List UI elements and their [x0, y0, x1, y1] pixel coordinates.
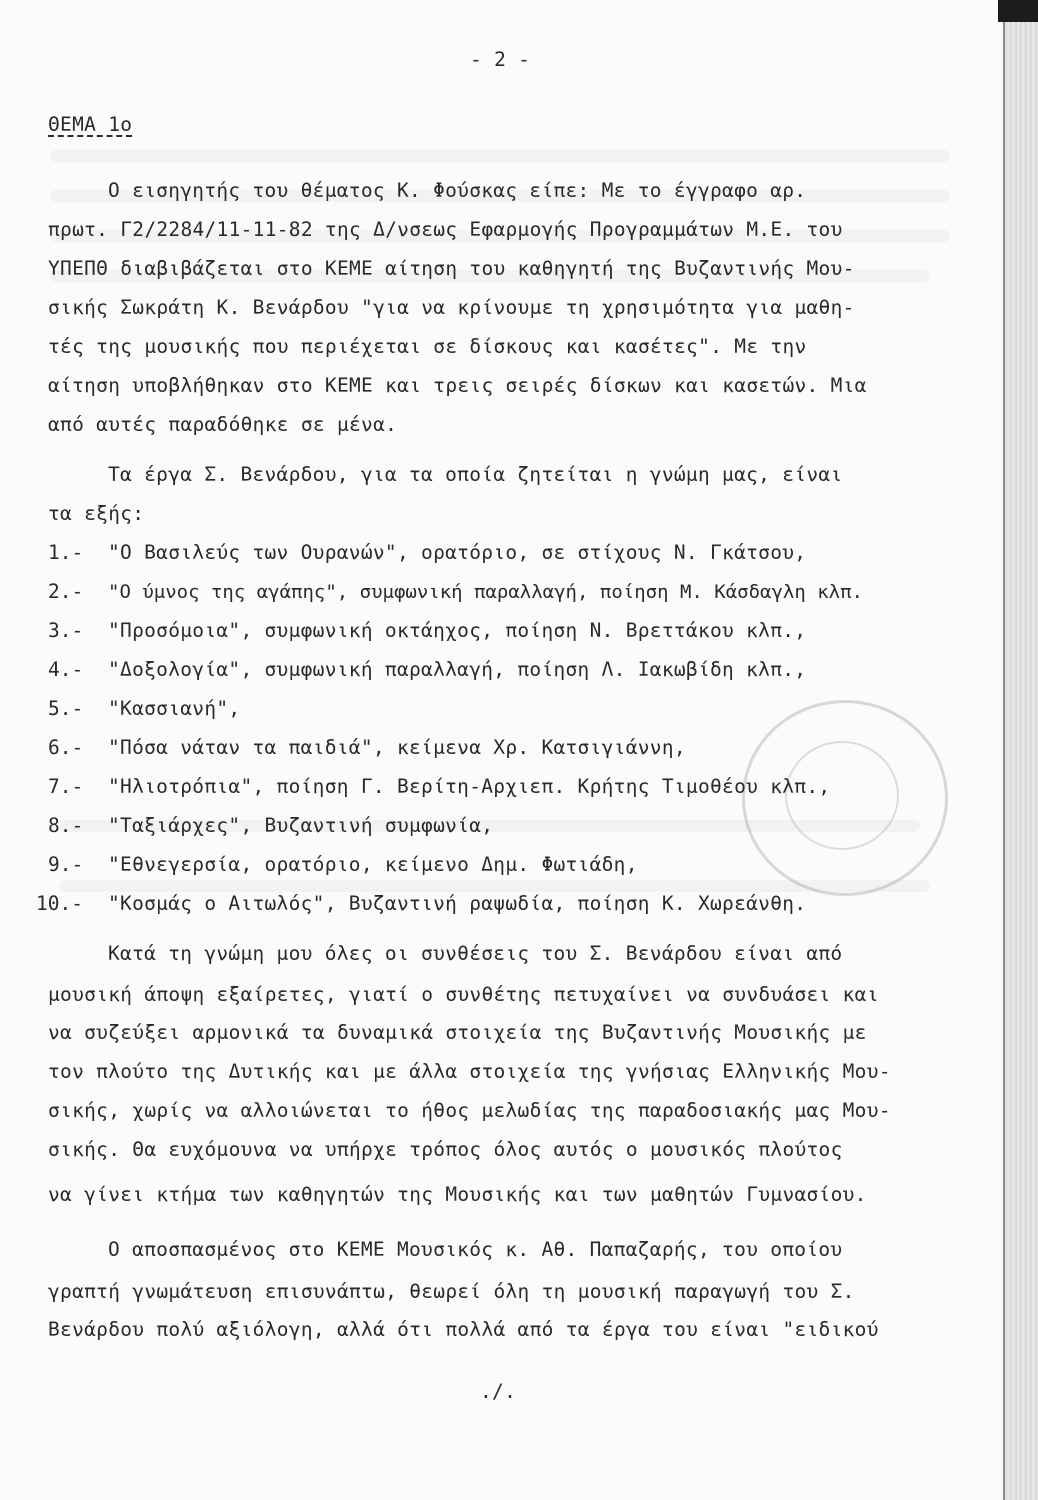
- continuation-mark: ./.: [480, 1380, 517, 1403]
- text-line: πρωτ. Γ2/2284/11-11-82 της Δ/νσεως Εφαρμογής Προγραμμάτων Μ.Ε. του: [48, 218, 843, 241]
- list-number: 10.-: [36, 892, 83, 915]
- list-item: "Κασσιανή",: [108, 697, 241, 720]
- text-line: Ο αποσπασμένος στο ΚΕΜΕ Μουσικός κ. Αθ. Παπαζαρής, του οποίου: [108, 1238, 843, 1261]
- list-item: "Προσόμοια", συμφωνική οκτάηχος, ποίηση Ν. Βρεττάκου κλπ.,: [108, 619, 807, 642]
- list-item: "Ο ύμνος της αγάπης", συμφωνική παραλλαγή, ποίηση Μ. Κάσδαγλη κλπ.: [108, 581, 863, 603]
- list-item: "Δοξολογία", συμφωνική παραλλαγή, ποίηση Λ. Ιακωβίδη κλπ.,: [108, 658, 807, 681]
- list-number: 8.-: [48, 814, 84, 837]
- list-number: 7.-: [48, 775, 84, 798]
- text-line: σικής. Θα ευχόμουνα να υπήρχε τρόπος όλος αυτός ο μουσικός πλούτος: [48, 1138, 843, 1161]
- text-line: ΥΠΕΠΘ διαβιβάζεται στο ΚΕΜΕ αίτηση του καθηγητή της Βυζαντινής Μου-: [48, 257, 855, 280]
- text-line: να γίνει κτήμα των καθηγητών της Μουσικής και των μαθητών Γυμνασίου.: [48, 1183, 867, 1206]
- page-number: - 2 -: [470, 48, 531, 71]
- list-number: 5.-: [48, 697, 84, 720]
- list-item: "Ο Βασιλεύς των Ουρανών", ορατόριο, σε στίχους Ν. Γκάτσου,: [108, 541, 807, 564]
- text-line: Βενάρδου πολύ αξιόλογη, αλλά ότι πολλά από τα έργα του είναι "ειδικού: [48, 1318, 879, 1341]
- section-heading: ΘΕΜΑ 1ο: [48, 113, 133, 136]
- text-line: τές της μουσικής που περιέχεται σε δίσκους και κασέτες". Με την: [48, 335, 807, 358]
- book-page-edge: [1003, 0, 1038, 1500]
- list-number: 2.-: [48, 580, 84, 603]
- list-number: 3.-: [48, 619, 84, 642]
- text-line: να συζεύξει αρμονικά τα δυναμικά στοιχεία της Βυζαντινής Μουσικής με: [48, 1021, 867, 1044]
- text-line: αίτηση υποβλήθηκαν στο ΚΕΜΕ και τρεις σειρές δίσκων και κασετών. Μια: [48, 374, 867, 397]
- list-item: "Κοσμάς ο Αιτωλός", Βυζαντινή ραψωδία, ποίηση Κ. Χωρεάνθη.: [108, 892, 807, 915]
- text-line: τα εξής:: [48, 502, 145, 525]
- book-spine-corner: [998, 0, 1038, 22]
- text-line: Τα έργα Σ. Βενάρδου, για τα οποία ζητείται η γνώμη μας, είναι: [108, 463, 843, 486]
- list-item: "Ηλιοτρόπια", ποίηση Γ. Βερίτη-Αρχιεπ. Κρήτης Τιμοθέου κλπ.,: [108, 775, 831, 798]
- text-line: σικής Σωκράτη Κ. Βενάρδου "για να κρίνουμε τη χρησιμότητα για μαθη-: [48, 296, 855, 319]
- list-number: 6.-: [48, 736, 84, 759]
- list-item: "Εθνεγερσία, ορατόριο, κείμενο Δημ. Φωτιάδη,: [108, 853, 638, 876]
- text-line: από αυτές παραδόθηκε σε μένα.: [48, 413, 398, 436]
- text-line: Κατά τη γνώμη μου όλες οι συνθέσεις του Σ. Βενάρδου είναι από: [108, 942, 843, 965]
- text-line: γραπτή γνωμάτευση επισυνάπτω, θεωρεί όλη τη μουσική παραγωγή του Σ.: [48, 1280, 855, 1303]
- text-line: Ο εισηγητής του θέματος Κ. Φούσκας είπε: Με το έγγραφο αρ.: [108, 179, 807, 202]
- text-line: μουσική άποψη εξαίρετες, γιατί ο συνθέτης πετυχαίνει να συνδυάσει και: [48, 983, 879, 1006]
- list-number: 9.-: [48, 853, 84, 876]
- list-number: 4.-: [48, 658, 84, 681]
- text-line: τον πλούτο της Δυτικής και με άλλα στοιχεία της γνήσιας Ελληνικής Μου-: [48, 1060, 891, 1083]
- list-number: 1.-: [48, 541, 84, 564]
- show-through: [50, 150, 950, 162]
- list-item: "Ταξιάρχες", Βυζαντινή συμφωνία,: [108, 814, 494, 837]
- list-item: "Πόσα νάταν τα παιδιά", κείμενα Χρ. Κατσιγιάννη,: [108, 736, 686, 759]
- text-line: σικής, χωρίς να αλλοιώνεται το ήθος μελωδίας της παραδοσιακής μας Μου-: [48, 1099, 891, 1122]
